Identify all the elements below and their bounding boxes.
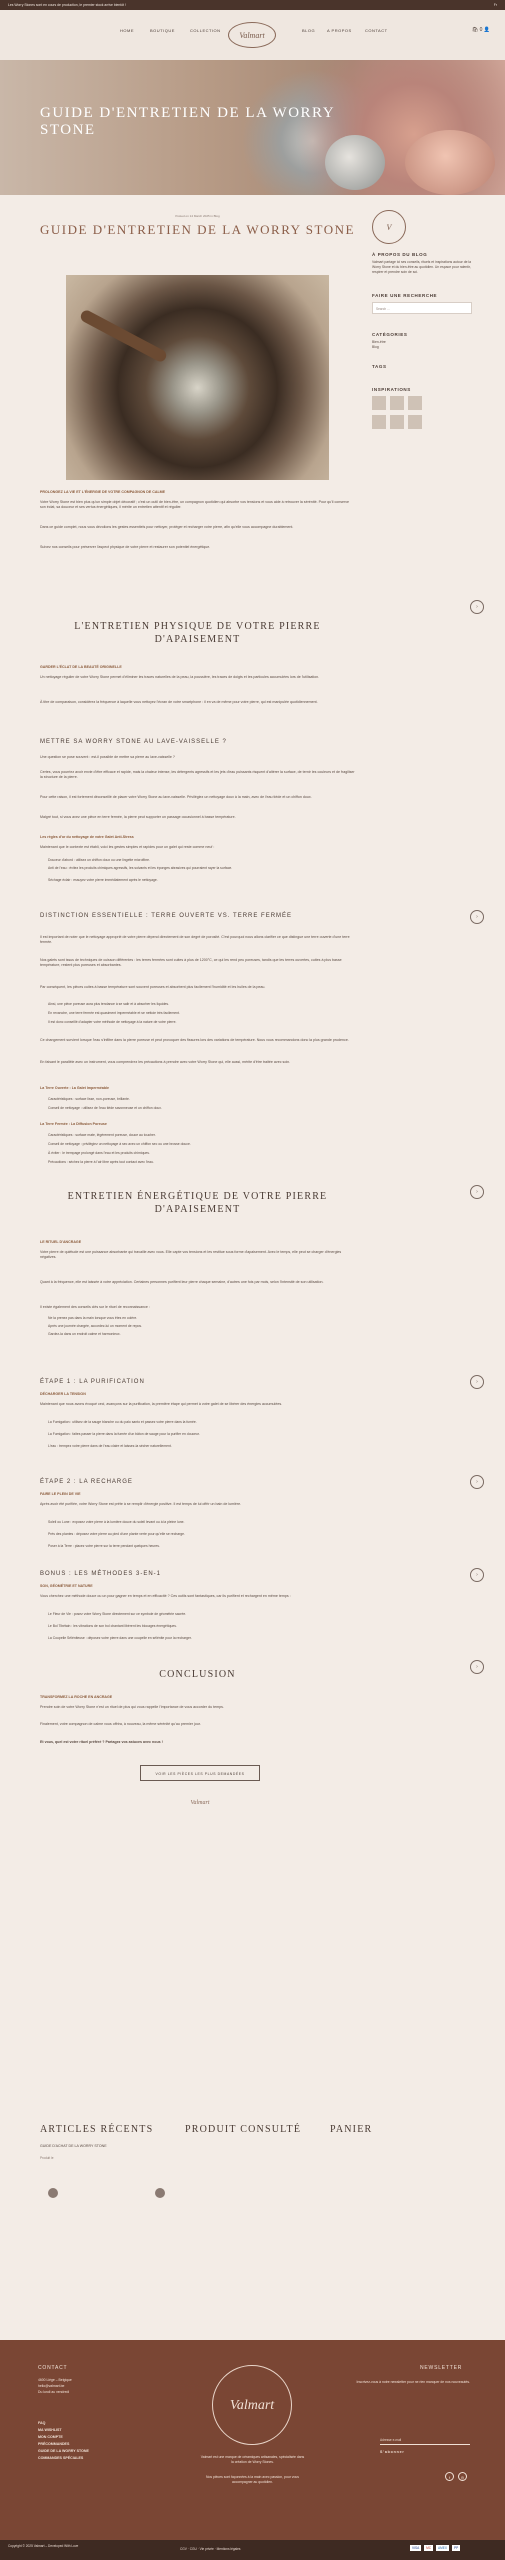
section-4-paragraph-1: Votre pierre de quiétude est une puissance absorbante qui travaille avec vous. Elle capte vos tensions et les restitue sous forme d'apaisement. Avec le temps, elle peut se charger d'énergies négatives. xyxy=(40,1250,342,1260)
amex-icon: AMEX xyxy=(438,2546,448,2550)
article-title: GUIDE D'ENTRETIEN DE LA WORRY STONE xyxy=(40,222,355,237)
payment-icons xyxy=(410,2546,460,2550)
tags-title: TAGS xyxy=(372,364,387,369)
footer-logo[interactable]: Valmart xyxy=(212,2365,292,2445)
hero-stone-pink xyxy=(405,130,495,195)
section-1-paragraph-2: À titre de comparaison, considérez la fréquence à laquelle vous nettoyez l'écran de votre smartphone : il en va de même pour votre pierre, qui est manipulée quotidiennement. xyxy=(40,700,318,704)
conclusion-heading: TRANSFORMEZ LA ROCHE EN ANCRAGE xyxy=(40,1695,113,1699)
about-text: Valmart partage ici ses conseils, rituels et inspirations autour de la Worry Stone et du bien-être au quotidien. Un espace pour ralentir, respirer et prendre soin de soi. xyxy=(372,260,472,274)
nav-collection[interactable]: COLLECTION xyxy=(190,28,221,33)
visa-icon: VISA xyxy=(412,2546,420,2550)
bonus-paragraph: Vous cherchez une méthode douce ou un pour gagner en temps et en efficacité ? Ces outils sont fantastiques, car ils purifient et rechargent en même temps : xyxy=(40,1594,291,1598)
instagram-photo[interactable] xyxy=(390,396,404,410)
newsletter-subscribe-button[interactable]: S'abonner xyxy=(380,2450,405,2454)
recent-posts-title: ARTICLES RÉCENTS xyxy=(40,2124,154,2135)
cart-count: 0 xyxy=(479,27,483,33)
instagram-photo[interactable] xyxy=(408,396,422,410)
legal-links[interactable]: CGV · CGU · Vie privée · Mentions légales xyxy=(180,2547,241,2551)
chevron-down-icon[interactable]: › xyxy=(470,1475,484,1489)
signature-logo: Valmart xyxy=(190,1800,210,1806)
instagram-photo[interactable] xyxy=(408,415,422,429)
section-2-paragraph-2: Certes, vous pourriez avoir envie d'être efficace et rapide, mais la chaleur intense, les détergents agressifs et les jets d'eau puissants risquent d'altérer la surface, de ternir les couleurs et de fragiliser la structure de la pierre. xyxy=(40,770,355,780)
nav-boutique[interactable]: BOUTIQUE xyxy=(150,28,175,33)
site-logo[interactable]: Valmart xyxy=(228,22,276,48)
avatar xyxy=(155,2188,165,2198)
step-2-paragraph: Après avoir été purifiée, votre Worry Stone est prête à se remplir d'énergie positive. Il est temps de lui offrir un bain de lumière. xyxy=(40,1502,242,1506)
step-2-bullet: Soleil ou Lune : exposez votre pierre à la lumière douce du soleil levant ou à la pleine lune. xyxy=(48,1520,185,1524)
bonus-heading: SON, GÉOMÉTRIE ET NATURE xyxy=(40,1584,93,1588)
footer-address: 4600 Liège – Belgique xyxy=(38,2378,72,2382)
section-1-paragraph-1: Un nettoyage régulier de votre Worry Stone permet d'éliminer les traces naturelles de la peau, la poussière, les traces de doigts et les particules accumulées lors de l'utilisation. xyxy=(40,675,320,679)
copyright-text: Copyright © 2025 Valmart – Developed With Love xyxy=(8,2544,79,2548)
categories-title: CATÉGORIES xyxy=(372,332,408,337)
article-photo xyxy=(66,275,329,480)
footer-link-account[interactable]: MON COMPTE xyxy=(38,2435,63,2439)
closed-clay-bullet: Caractéristiques : surface mate, légèrement poreuse, douce au toucher. xyxy=(48,1133,156,1137)
announcement-bar xyxy=(0,0,505,10)
nav-a-propos[interactable]: A PROPOS xyxy=(327,28,352,33)
conclusion-paragraph-3: Et vous, quel est votre rituel préféré ? Partagez vos astuces avec nous ! xyxy=(40,1740,163,1744)
sidebar xyxy=(372,210,472,434)
category-blog[interactable]: Blog xyxy=(372,345,379,349)
bonus-title: BONUS : LES MÉTHODES 3-EN-1 xyxy=(40,1571,162,1577)
rule-item: Séchage éclair : essuyez votre pierre immédiatement après le nettoyage. xyxy=(48,878,158,882)
section-3-paragraph-5: En faisant le parallèle avec un instrument, vous comprendrez les précautions à prendre avec votre Worry Stone qui, elle aussi, mérite d'être traitée avec soin. xyxy=(40,1060,291,1064)
footer-link-preorders[interactable]: PRÉCOMMANDES xyxy=(38,2442,70,2446)
footer-link-special-orders[interactable]: COMMANDES SPÉCIALES xyxy=(38,2456,84,2460)
chevron-down-icon[interactable]: › xyxy=(470,1660,484,1674)
announcement-text: Les Worry Stones sont en cours de production, le premier stock arrive bientôt ! xyxy=(8,3,126,7)
section-4-bullet: Ne la prenez pas dans la main lorsque vous êtes en colère. xyxy=(48,1316,138,1320)
footer xyxy=(0,2340,505,2540)
bonus-bullet: Le Bol Tibétain : les vibrations de son bol chantant libèrent les blocages énergétiques. xyxy=(48,1624,177,1628)
main-navigation xyxy=(0,10,505,60)
closed-clay-bullet: À éviter : le trempage prolongé dans l'eau et les produits chimiques. xyxy=(48,1151,150,1155)
instagram-grid xyxy=(372,396,472,434)
step-1-heading: DÉCHARGER LA TENSION xyxy=(40,1392,86,1396)
open-clay-heading: La Terre Ouverte : La Galet Imperméable xyxy=(40,1086,110,1090)
step-2-heading: FAIRE LE PLEIN DE VIE xyxy=(40,1492,81,1496)
closed-clay-heading: La Terre Fermée : La Diffusion Poreuse xyxy=(40,1122,107,1126)
footer-link-faq[interactable]: FAQ xyxy=(38,2421,46,2425)
rule-item: Anti de l'eau : évitez les produits chimiques agressifs, les solvants et les éponges abrasives qui pourraient rayer la surface. xyxy=(48,866,233,870)
closed-clay-bullet: Conseil de nettoyage : privilégiez un nettoyage à sec avec un chiffon sec ou une brosse douce. xyxy=(48,1142,191,1146)
search-input[interactable]: Search ... xyxy=(372,302,472,314)
paypal-icon: PP xyxy=(453,2546,459,2550)
step-1-bullet: La Fumigation : faites passer la pierre dans la fumée d'un bâton de sauge pour la purifier en douceur. xyxy=(48,1432,200,1436)
step-1-bullet: L'eau : trempez votre pierre dans de l'eau claire et laissez-la sécher naturellement. xyxy=(48,1444,172,1448)
hero-banner xyxy=(0,60,505,195)
section-4-bullet: Après une journée chargée, accordez-lui un moment de repos. xyxy=(48,1324,143,1328)
section-2-paragraph-3: Pour cette raison, il est fortement déconseillé de placer votre Worry Stone au lave-vaisselle. Privilégiez un nettoyage doux à la main, avec de l'eau tiède et un chiffon doux. xyxy=(40,795,312,799)
hero-title: GUIDE D'ENTRETIEN DE LA WORRY STONE xyxy=(40,105,335,138)
footer-mission: Nos pièces sont façonnées à la main avec passion, pour vous accompagner au quotidien. xyxy=(206,2475,299,2485)
section-3-paragraph-3: Par conséquent, les pièces cuites à basse température sont souvent poreuses et absorbent plus facilement l'humidité et les huiles de la peau. xyxy=(40,985,266,989)
section-2-title: METTRE SA WORRY STONE AU LAVE-VAISSELLE ? xyxy=(40,739,227,745)
rule-item: Douceur d'abord : utilisez un chiffon doux ou une lingette microfibre. xyxy=(48,858,150,862)
avatar xyxy=(48,2188,58,2198)
hero-stone-grey xyxy=(325,135,385,190)
step-2-bullet: Près des plantes : déposez votre pierre au pied d'une plante verte pour qu'elle se recharge. xyxy=(48,1532,186,1536)
footer-email[interactable]: hello@valmart.be xyxy=(38,2384,65,2388)
mastercard-icon: MC xyxy=(426,2546,432,2550)
step-1-paragraph: Maintenant que nous avons évoqué ceci, avançons sur la purification, la première étape qui permet à votre galet de se libérer des énergies accumulées. xyxy=(40,1402,283,1406)
section-2-paragraph-4: Malgré tout, si vous avez une pièce en terre fermée, la pierre peut supporter un passage occasionnel à basse température. xyxy=(40,815,236,819)
section-3-paragraph-4: Ce changement survient lorsque l'eau s'infiltre dans la pierre poreuse et peut provoquer des fissures lors des variations de température. Nous vous recommandons donc la plus grande prudence. xyxy=(40,1038,349,1042)
section-2-tip: Les règles d'or du nettoyage de votre Galet Anti-Stress xyxy=(40,835,134,839)
cart-icon[interactable]: 🛍 xyxy=(471,27,479,33)
copyright-bar xyxy=(0,2540,505,2560)
nav-contact[interactable]: CONTACT xyxy=(365,28,388,33)
bottom-widgets xyxy=(0,2118,505,2308)
cta-button[interactable]: VOIR LES PIÈCES LES PLUS DEMANDÉES xyxy=(140,1765,260,1781)
newsletter-title: NEWSLETTER xyxy=(420,2365,463,2371)
chevron-down-icon[interactable]: › xyxy=(470,600,484,614)
footer-tagline: Valmart est une marque de céramiques artisanales, spécialisée dans la création de Worry Stones. xyxy=(200,2455,305,2465)
section-1-heading: GARDER L'ÉCLAT DE LA BEAUTÉ ORIGINELLE xyxy=(40,665,122,669)
bonus-bullet: Le Fleur de Vie : posez votre Worry Stone directement sur ce symbole de géométrie sacrée. xyxy=(48,1612,187,1616)
open-clay-bullet: Caractéristiques : surface lisse, non-poreuse, brillante. xyxy=(48,1097,130,1101)
section-4-paragraph-3: Il existe également des conseils clés sur le rituel de reconnaissance : xyxy=(40,1305,150,1309)
sidebar-logo: V xyxy=(372,210,406,244)
section-3-bullet: Il est donc conseillé d'adapter votre méthode de nettoyage à la nature de votre pierre. xyxy=(48,1020,177,1024)
step-2-title: ÉTAPE 2 : LA RECHARGE xyxy=(40,1479,133,1485)
instagram-photo[interactable] xyxy=(372,415,386,429)
chevron-down-icon[interactable]: › xyxy=(470,1568,484,1582)
footer-hours: Du lundi au vendredi xyxy=(38,2390,70,2394)
open-clay-bullet: Conseil de nettoyage : utilisez de l'eau tiède savonneuse et un chiffon doux. xyxy=(48,1106,162,1110)
footer-link-guide[interactable]: GUIDE DE LA WORRY STONE xyxy=(38,2449,89,2453)
section-1-title: L'ENTRETIEN PHYSIQUE DE VOTRE PIERRE D'APAISEMENT xyxy=(74,621,321,645)
section-4-title: ENTRETIEN ÉNERGÉTIQUE DE VOTRE PIERRE D'APAISEMENT xyxy=(67,1191,328,1215)
recent-post-meta: Produit le xyxy=(40,2156,54,2160)
intro-paragraph-3: Suivez nos conseils pour préserver l'aspect physique de votre pierre et restaurer son potentiel énergétique. xyxy=(40,545,211,549)
section-2-paragraph-1: Une question se pose souvent : est-il possible de mettre sa pierre au lave-vaisselle ? xyxy=(40,755,175,759)
section-3-paragraph-1: Il est important de noter que le nettoyage approprié de votre pierre dépend directement de son degré de porosité. C'est pourquoi nous allons clarifier ce que distingue une terre ouverte d'une terre fermée. xyxy=(40,935,350,945)
nav-home[interactable]: HOME xyxy=(120,28,134,33)
section-4-bullet: Gardez-la dans un endroit calme et harmonieux. xyxy=(48,1332,121,1336)
closed-clay-bullet: Précautions : séchez la pierre à l'air libre après tout contact avec l'eau. xyxy=(48,1160,154,1164)
section-4-heading: LE RITUEL D'ANCRAGE xyxy=(40,1240,82,1244)
section-3-bullet: Ainsi, une pièce poreuse aura plus tendance à se salir et à absorber les liquides. xyxy=(48,1002,170,1006)
chevron-down-icon[interactable]: › xyxy=(470,910,484,924)
footer-contact-title: CONTACT xyxy=(38,2365,68,2371)
intro-paragraph-1: Votre Worry Stone est bien plus qu'un simple objet décoratif ; c'est un outil de bien-être, un compagnon quotidien qui absorbe vos tensions et vous aide à retrouver la sérénité. Pour qu'il conserve son éclat, sa douceur et ses vertus énergétiques, il mérite un entretien attentif et régulier. xyxy=(40,500,350,510)
chevron-down-icon[interactable]: › xyxy=(470,1375,484,1389)
facebook-icon[interactable]: f xyxy=(445,2472,454,2481)
post-meta: Posted on 14 March 2025 in Blog xyxy=(175,214,220,218)
instagram-photo[interactable] xyxy=(372,396,386,410)
cart-title: PANIER xyxy=(330,2124,373,2135)
intro-paragraph-2: Dans ce guide complet, nous vous dévoilons les gestes essentiels pour nettoyer, protéger et recharger votre pierre, afin qu'elle vous accompagne durablement. xyxy=(40,525,294,529)
step-1-bullet: La Fumigation : utilisez de la sauge blanche ou du palo santo et passez votre pierre dans la fumée. xyxy=(48,1420,197,1424)
step-2-bullet: Poser à la Terre : placez votre pierre sur la terre pendant quelques heures. xyxy=(48,1544,160,1548)
photo-mallet xyxy=(79,308,169,363)
intro-heading: PROLONGEZ LA VIE ET L'ÉNERGIE DE VOTRE COMPAGNON DE CALME xyxy=(40,490,166,494)
section-3-title: DISTINCTION ESSENTIELLE : TERRE OUVERTE VS. TERRE FERMÉE xyxy=(40,913,293,919)
nav-icons xyxy=(472,27,490,33)
section-2-tip-intro: Maintenant que le contexte est établi, voici les gestes simples et rapides pour un galet qui reste comme neuf : xyxy=(40,845,215,849)
conclusion-title: CONCLUSION xyxy=(159,1669,236,1680)
account-icon[interactable]: 👤 xyxy=(483,27,490,33)
conclusion-paragraph-2: Finalement, votre compagnon de calme vous offrira, à nouveau, la même sérénité qu'au premier jour. xyxy=(40,1722,201,1726)
bonus-bullet: La Coupelle Séléniteuse : déposez votre pierre dans une coupelle en sélénite pour la recharger. xyxy=(48,1636,192,1640)
section-4-paragraph-2: Quant à la fréquence, elle est laissée à votre appréciation. Certaines personnes purifient leur pierre chaque semaine, d'autres une fois par mois, selon l'intensité de son utilisation. xyxy=(40,1280,324,1284)
newsletter-email-input[interactable]: Adresse e-mail xyxy=(380,2435,470,2445)
footer-link-wishlist[interactable]: MA WISHLIST xyxy=(38,2428,62,2432)
product-viewed-title: PRODUIT CONSULTÉ xyxy=(185,2124,302,2135)
instagram-photo[interactable] xyxy=(390,415,404,429)
instagram-icon[interactable]: ◎ xyxy=(458,2472,467,2481)
recent-post-link[interactable]: GUIDE D'ACHAT DE LA WORRY STONE xyxy=(40,2144,107,2148)
section-3-paragraph-2: Nos galets sont issus de techniques de cuisson différentes : les terres fermées sont cuites à plus de 1200°C, ce qui les rend peu poreuses, tandis que les terres ouvertes, cuites à plus basse température, restent plus poreuses et absorbantes. xyxy=(40,958,342,968)
newsletter-text: Inscrivez-vous à notre newsletter pour ne rien manquer de nos nouveautés. xyxy=(356,2380,470,2384)
nav-blog[interactable]: BLOG xyxy=(302,28,316,33)
search-title: FAIRE UNE RECHERCHE xyxy=(372,293,438,298)
instagram-title: INSPIRATIONS xyxy=(372,387,411,392)
category-bien-etre[interactable]: Bien-être xyxy=(372,340,386,344)
conclusion-paragraph-1: Prendre soin de votre Worry Stone n'est un rituel de plus qui vous rappelle l'importance de vous accorder du temps. xyxy=(40,1705,224,1709)
about-title: À PROPOS DU BLOG xyxy=(372,252,428,257)
chevron-down-icon[interactable]: › xyxy=(470,1185,484,1199)
section-3-bullet: En revanche, une terre fermée est quasiment imperméable et se nettoie très facilement. xyxy=(48,1011,180,1015)
step-1-title: ÉTAPE 1 : LA PURIFICATION xyxy=(40,1379,145,1385)
language-selector[interactable]: Fr xyxy=(493,3,497,7)
